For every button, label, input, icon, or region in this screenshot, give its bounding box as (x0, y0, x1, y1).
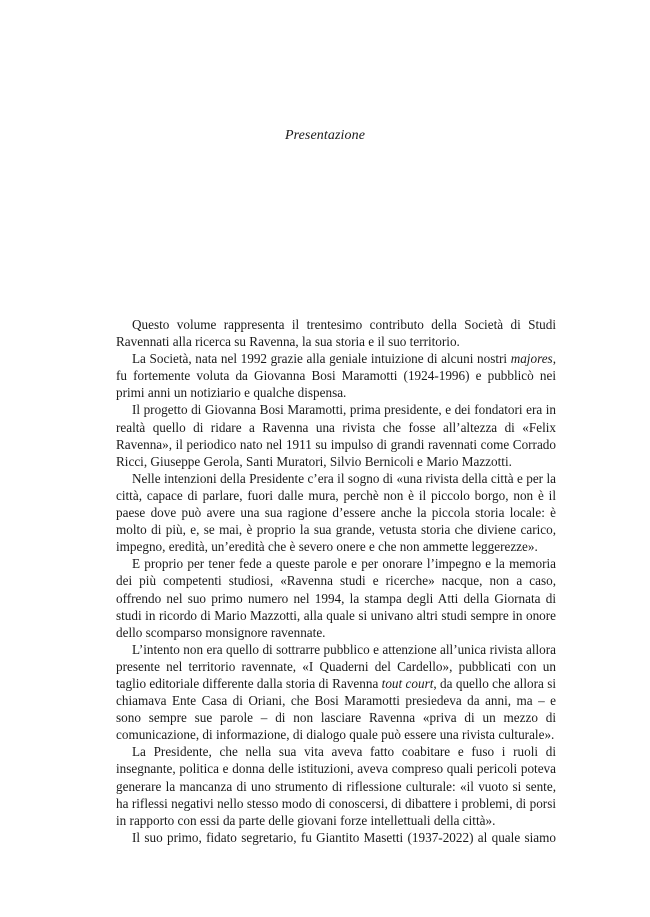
paragraph (116, 555, 556, 640)
paragraph (116, 641, 556, 744)
text-run: L’intento non era quello di sottrarre pubblico e attenzione all’unica rivista allora presente nel territorio ravennate, «I Quaderni del Cardello», pubblicati con un taglio editoriale differente dalla storia di Ravenna (116, 641, 556, 691)
text-run: La Presidente, che nella sua vita aveva fatto coabitare e fuso i ruoli di insegnante, politica e donna delle istituzioni, aveva compreso quali pericoli poteva generare la mancanza di uno strumento di riflessione culturale: «il vuoto si sente, ha riflessi negativi nello stesso modo di conoscersi, di dibattere i problemi, di porsi in rapporto con essi da parte delle giovani forze intellettuali della città». (116, 744, 556, 828)
text-run: , fu fortemente voluta da Giovanna Bosi Maramotti (1924-1996) e pubblicò nei primi anni un notiziario e qualche dispensa. (116, 351, 556, 401)
text-run: , da quello che allora si chiamava Ente Casa di Oriani, che Bosi Maramotti presiedeva da anni, ma – e sono sempre sue parole – di non lasciare Ravenna «priva di un mezzo di comunicazione, di informazione, di dialogo quale può essere una rivista culturale». (116, 675, 556, 743)
text-run: Il progetto di Giovanna Bosi Maramotti, prima presidente, e dei fondatori era in realtà quello di ridare a Ravenna una rivista che fosse all’altezza di «Felix Ravenna», il periodico nato nel 1911 su impulso di grandi ravennati come Corrado Ricci, Giuseppe Gerola, Santi Muratori, Silvio Bernicoli e Mario Mazzotti. (116, 402, 556, 469)
page-title: Presentazione (284, 128, 366, 143)
text-run: Nelle intenzioni della Presidente c’era il sogno di «una rivista della città e per la città, capace di parlare, fuori dalle mura, perchè non è il piccolo borgo, non è il paese dove può avere una sua ragione d’essere anche la piccola storia locale: è molto di più, e, se mai, è proprio la sua grande, vetusta storia che diviene carico, impegno, eredità, un’eredità che è severo onere e che non ammette leggerezze». (116, 470, 556, 555)
paragraph (116, 350, 556, 401)
paragraph (116, 316, 556, 350)
paragraph (116, 470, 556, 555)
paragraph (116, 829, 556, 846)
italic-text: majores (510, 351, 553, 367)
paragraph (116, 743, 556, 828)
body-text (116, 316, 556, 846)
text-run: Il suo primo, fidato segretario, fu Giantito Masetti (1937-2022) al quale siamo (132, 829, 556, 845)
text-run: Questo volume rappresenta il trentesimo contributo della Società di Studi Ravennati alla ricerca su Ravenna, la sua storia e il suo territorio. (116, 317, 556, 350)
text-run: La Società, nata nel 1992 grazie alla geniale intuizione di alcuni nostri (132, 351, 511, 367)
paragraph (116, 401, 556, 469)
text-run: E proprio per tener fede a queste parole e per onorare l’impegno e la memoria dei più competenti studiosi, «Ravenna studi e ricerche» nacque, non a caso, offrendo nel suo primo numero nel 1994, la stampa degli Atti della Giornata di studi in ricordo di Mario Mazzotti, alla quale si univano altri studi sempre in onore dello scomparso monsignore ravennate. (116, 556, 556, 640)
italic-text: tout court (381, 675, 434, 691)
